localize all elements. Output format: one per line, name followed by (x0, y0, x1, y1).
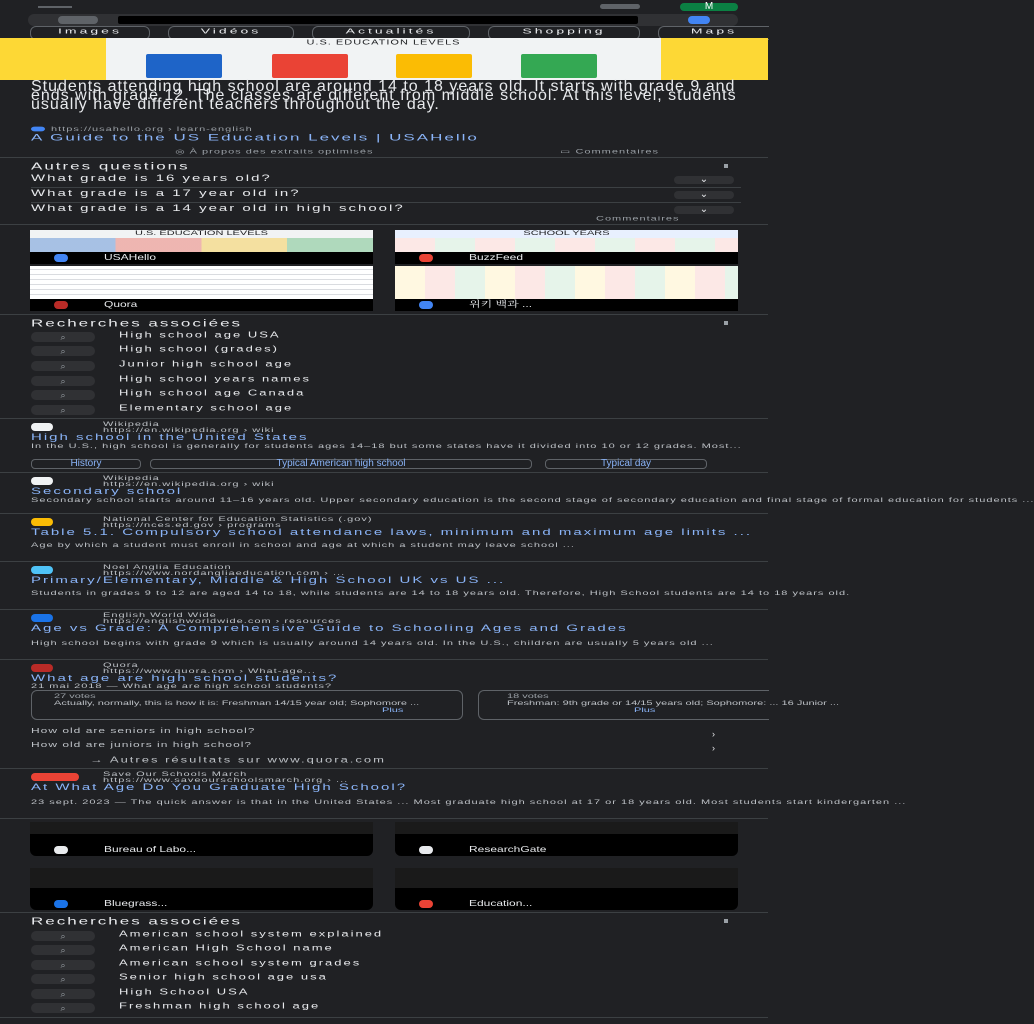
search-tabs (0, 26, 768, 38)
search-icon: ⌕ (31, 1003, 95, 1013)
feedback-icon: ▭ (560, 148, 576, 156)
related-search-item[interactable]: ⌕ Elementary school age (31, 403, 741, 417)
sitelink-chip[interactable]: History (31, 459, 141, 469)
related-search-item[interactable]: ⌕ High School USA (31, 987, 741, 1001)
image-result-card[interactable] (30, 230, 373, 264)
wikipedia-favicon (31, 477, 53, 485)
bls-favicon (54, 846, 68, 854)
image-thumbnail (30, 266, 373, 299)
related-search-item[interactable]: ⌕ Freshman high school age (31, 1001, 741, 1015)
high-school-block (521, 54, 597, 78)
image-thumbnail (30, 822, 373, 834)
image-result-card[interactable]: ResearchGate (395, 822, 738, 856)
nces-favicon (31, 518, 53, 526)
search-icon[interactable] (58, 16, 98, 24)
related-search-item[interactable]: ⌕ Junior high school age (31, 359, 741, 373)
paa-question[interactable]: What grade is a 17 year old in? ⌄ (0, 189, 768, 203)
search-result: English World Wide https://englishworldwide.com › resources Age vs Grade: A Comprehensive Guide to Schooling Ages and Grades High school begins with grade 9 which is usually around 14 years old. In the U.S., children are usually 5 years old ... (31, 612, 741, 658)
result-title-link[interactable]: What age are high school students? (31, 673, 339, 684)
featured-snippet-text: Students attending high school are around 14 to 18 years old. It starts with grade 9 and ends with grade 12. The classes are different from middle school. At this level, students usually have different teachers throughout the day. (31, 78, 737, 113)
divider (0, 609, 768, 610)
sos-favicon (31, 773, 79, 781)
search-result: Wikipedia https://en.wikipedia.org › wiki High school in the United States In the U.S., high school is generally for students ages 14–18 but some states have it divided into 10 or 12 grades. Most... (31, 420, 742, 450)
arrow-right-icon: → (90, 755, 110, 765)
sitelink-chip[interactable]: Typical day (545, 459, 707, 469)
junior-block (396, 54, 472, 78)
tab-news[interactable]: Actualités (312, 26, 470, 40)
related-search-item[interactable]: ⌕ American school system explained (31, 929, 741, 943)
result-title-link[interactable]: Table 5.1. Compulsory school attendance laws, minimum and maximum age limits ... (31, 527, 753, 538)
image-source: Quora (30, 299, 373, 311)
search-result: Save Our Schools March https://www.saveourschoolsmarch.org › ... At What Age Do You Graduate High School? 23 sept. 2023 — The quick answer is that in the United States ... Most graduate high school at 17 or 18 years old. Most students start kindergarten ... (31, 770, 907, 806)
chart-title: U.S. EDUCATION LEVELS (306, 38, 461, 47)
help-icon: ◎ (175, 148, 190, 156)
quora-answer-card[interactable]: 18 votes Freshman: 9th grade or 14/15 years old; Sophomore: ... 16 Junior ... Plus (478, 690, 769, 720)
middle-school-block (272, 54, 348, 78)
divider (0, 418, 768, 419)
snippet-source-title[interactable]: A Guide to the US Education Levels | USAHello (31, 132, 479, 143)
search-result: Wikipedia https://en.wikipedia.org › wiki Secondary school Secondary school starts around 11–16 years old. Upper secondary education is the second stage of secondary education and final stage of formal education for students ... (31, 474, 1034, 504)
search-icon: ⌕ (31, 390, 95, 400)
result-title-link[interactable]: At What Age Do You Graduate High School? (31, 782, 408, 793)
avatar-initial: M (704, 1, 714, 12)
image-thumbnail (395, 822, 738, 834)
image-source: USAHello (30, 252, 373, 264)
researchgate-favicon (419, 846, 433, 854)
about-featured-snippets[interactable]: ◎ À propos des extraits optimisés (175, 148, 374, 156)
education-levels-chart (106, 38, 661, 80)
divider (0, 912, 768, 913)
divider (0, 818, 768, 819)
image-source: 위키 백과 ... (395, 299, 738, 311)
quora-favicon (54, 301, 68, 309)
chevron-down-icon[interactable]: ⌄ (674, 206, 734, 214)
chart-strip (30, 238, 373, 252)
tab-shopping[interactable]: Shopping (488, 26, 640, 40)
related-search-item[interactable]: ⌕ High school age Canada (31, 388, 741, 402)
quora-related-question[interactable]: How old are juniors in high school? (31, 740, 253, 749)
tab-videos[interactable]: Vidéos (168, 26, 294, 40)
paa-question[interactable]: What grade is 16 years old? ⌄ (0, 174, 768, 188)
buzzfeed-favicon (419, 254, 433, 262)
chart-strip (395, 238, 738, 252)
divider (0, 1017, 768, 1018)
search-icon: ⌕ (31, 960, 95, 970)
status-bar (0, 0, 768, 14)
image-thumbnail (30, 868, 373, 888)
snippet-source-url: https://usahello.org › learn-english (31, 126, 451, 133)
usahello-favicon (31, 127, 45, 132)
image-thumbnail (395, 266, 738, 299)
search-result: National Center for Education Statistics (.gov) https://nces.ed.gov › programs Table 5.1. Compulsory school attendance laws, minimum and maximum age limits ... Age by which a student must enroll in school and age at which a student may leave school ... (31, 515, 753, 549)
more-quora-results-link[interactable]: → Autres résultats sur www.quora.com (90, 755, 386, 765)
google-lens-icon[interactable] (688, 16, 710, 24)
more-options-icon[interactable] (724, 164, 728, 168)
paa-heading: Autres questions (31, 160, 190, 172)
related-search-item[interactable]: ⌕ High school (grades) (31, 344, 741, 358)
more-options-icon[interactable] (724, 919, 728, 923)
search-icon: ⌕ (31, 974, 95, 984)
result-title-link[interactable]: Secondary school (31, 486, 183, 497)
image-source: BuzzFeed (395, 252, 738, 264)
divider (0, 472, 768, 473)
search-icon: ⌕ (31, 346, 95, 356)
search-result: Quora https://www.quora.com › What-age... What age are high school students? 21 mai 2018 — What age are high school students? (31, 661, 339, 690)
search-icon: ⌕ (31, 405, 95, 415)
result-title-link[interactable]: Age vs Grade: A Comprehensive Guide to Schooling Ages and Grades (31, 623, 628, 634)
search-input[interactable] (118, 16, 638, 24)
nordanglia-favicon (31, 566, 53, 574)
image-result-card[interactable]: Bureau of Labo... (30, 822, 373, 856)
quora-related-question[interactable]: How old are seniors in high school? (31, 726, 256, 735)
divider (0, 224, 768, 225)
related-search-item[interactable]: ⌕ American High School name (31, 943, 741, 957)
image-result-card[interactable]: Education... (395, 868, 738, 910)
education-favicon (419, 900, 433, 908)
image-result-card[interactable] (395, 230, 738, 264)
result-title-link[interactable]: Primary/Elementary, Middle & High School UK vs US ... (31, 575, 506, 586)
search-icon: ⌕ (31, 376, 95, 386)
divider (0, 157, 768, 158)
tab-images[interactable]: Images (30, 26, 150, 40)
elementary-block (146, 54, 222, 78)
paa-question[interactable]: What grade is a 14 year old in high school? ⌄ (0, 204, 768, 218)
search-icon: ⌕ (31, 931, 95, 941)
divider (0, 314, 768, 315)
image-result-card[interactable] (30, 266, 373, 311)
notification-icon[interactable] (600, 4, 640, 9)
related-searches-heading: Recherches associées (31, 317, 243, 329)
wikipedia-ko-favicon (419, 301, 433, 309)
divider (0, 768, 768, 769)
image-result-card[interactable] (395, 266, 738, 311)
chevron-right-icon[interactable]: › (712, 743, 715, 753)
chevron-right-icon[interactable]: › (712, 729, 715, 739)
image-thumbnail (395, 868, 738, 888)
tab-maps[interactable]: Maps (658, 26, 769, 40)
more-options-icon[interactable] (724, 321, 728, 325)
englishworldwide-favicon (31, 614, 53, 622)
image-thumbnail: U.S. EDUCATION LEVELS (30, 230, 373, 252)
related-search-item[interactable]: ⌕ High school age USA (31, 330, 741, 344)
divider (0, 561, 768, 562)
related-search-item[interactable]: ⌕ Senior high school age usa (31, 972, 741, 986)
menu-icon[interactable] (38, 6, 72, 8)
more-link[interactable]: Plus (634, 706, 656, 714)
quora-answer-card[interactable]: 27 votes Actually, normally, this is how it is: Freshman 14/15 year old; Sophomore ... Plus (31, 690, 463, 720)
search-icon: ⌕ (31, 361, 95, 371)
bluegrass-favicon (54, 900, 68, 908)
image-thumbnail: SCHOOL YEARS (395, 230, 738, 252)
quora-favicon (31, 664, 53, 672)
divider (0, 513, 768, 514)
search-icon: ⌕ (31, 989, 95, 999)
sitelink-chip[interactable]: Typical American high school (150, 459, 532, 469)
featured-image[interactable] (0, 38, 768, 80)
search-result: Noel Anglia Education https://www.nordangliaeducation.com › ... Primary/Elementary, Middle & High School UK vs US ... Students in grades 9 to 12 are aged 14 to 18, while students are 14 to 18 years old. Therefore, High School students are 14 to 18 years old. (31, 563, 851, 597)
search-bar[interactable] (28, 14, 738, 26)
chevron-down-icon[interactable]: ⌄ (674, 176, 734, 184)
search-icon: ⌕ (31, 332, 95, 342)
related-searches-heading: Recherches associées (31, 915, 243, 927)
image-result-card[interactable]: Bluegrass... (30, 868, 373, 910)
paa-feedback[interactable]: Commentaires (596, 215, 680, 223)
avatar[interactable] (680, 3, 738, 11)
snippet-feedback[interactable]: ▭ Commentaires (560, 148, 659, 156)
related-search-item[interactable]: ⌕ High school years names (31, 374, 741, 388)
usahello-favicon (54, 254, 68, 262)
wikipedia-favicon (31, 423, 53, 431)
search-icon: ⌕ (31, 945, 95, 955)
more-link[interactable]: Plus (382, 706, 404, 714)
related-search-item[interactable]: ⌕ American school system grades (31, 958, 741, 972)
result-title-link[interactable]: High school in the United States (31, 432, 309, 443)
chevron-down-icon[interactable]: ⌄ (674, 191, 734, 199)
divider (0, 659, 768, 660)
